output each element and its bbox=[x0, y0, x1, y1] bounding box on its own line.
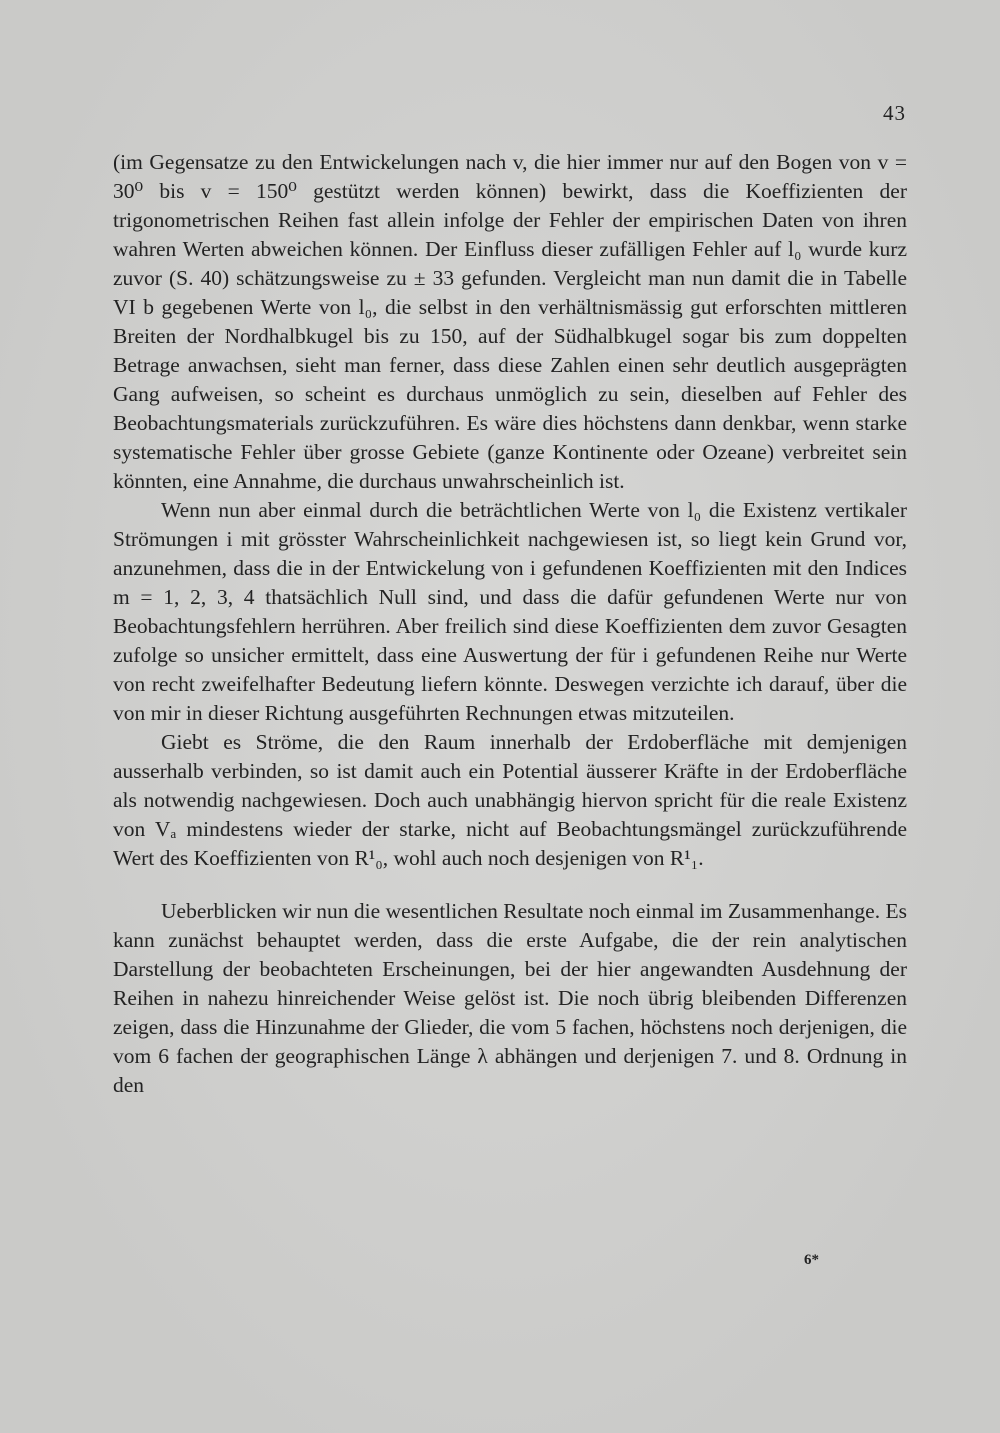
paragraph-4: Ueberblicken wir nun die wesentlichen Resultate noch einmal im Zusammenhange. Es kann zunächst behauptet werden, dass die erste Aufgabe, die der rein analytischen Darstellung der beobachteten Erscheinungen, bei der hier angewandten Ausdehnung der Reihen in nahezu hinreichender Weise gelöst ist. Die noch übrig bleibenden Differenzen zeigen, dass die Hinzunahme der Glieder, die vom 5 fachen, höchstens noch derjenigen, die vom 6 fachen der geographischen Länge λ abhängen und derjenigen 7. und 8. Ordnung in den bbox=[113, 899, 907, 1097]
paragraph-2: Wenn nun aber einmal durch die beträchtlichen Werte von l₀ die Existenz vertikaler Strömungen i mit grösster Wahrscheinlichkeit nachgewiesen ist, so liegt kein Grund vor, anzunehmen, dass die in der Entwickelung von i gefundenen Koeffizienten mit den Indices m = 1, 2, 3, 4 thatsächlich Null sind, und dass die dafür gefundenen Werte nur von Beobachtungsfehlern herrühren. Aber freilich sind diese Koeffizienten dem zuvor Gesagten zufolge so unsicher ermittelt, dass eine Auswertung der für i gefundenen Reihe nur Werte von recht zweifelhafter Bedeutung liefern könnte. Deswegen verzichte ich darauf, über die von mir in dieser Richtung ausgeführten Rechnungen etwas mitzuteilen. bbox=[113, 498, 907, 725]
paragraph-3: Giebt es Ströme, die den Raum innerhalb der Erdoberfläche mit demjenigen ausserhalb verbinden, so ist damit auch ein Potential äusserer Kräfte in der Erdoberfläche als notwendig nachgewiesen. Doch auch unabhängig hiervon spricht für die reale Existenz von Vₐ mindestens wieder der starke, nicht auf Beobachtungsmängel zurückzuführende Wert des Koeffizienten von R¹₀, wohl auch noch desjenigen von R¹₁. bbox=[113, 730, 907, 870]
paragraph-1: (im Gegensatze zu den Entwickelungen nach v, die hier immer nur auf den Bogen von v = 30⁰ bis v = 150⁰ gestützt werden können) bewirkt, dass die Koeffizienten der trigonometrischen Reihen fast allein infolge der Fehler der empirischen Daten von ihren wahren Werten abweichen können. Der Einfluss dieser zufälligen Fehler auf l₀ wurde kurz zuvor (S. 40) schätzungsweise zu ± 33 gefunden. Vergleicht man nun damit die in Tabelle VI b gegebenen Werte von l₀, die selbst in den verhältnismässig gut erforschten mittleren Breiten der Nordhalbkugel bis zu 150, auf der Südhalbkugel sogar bis zum doppelten Betrage anwachsen, sieht man ferner, dass diese Zahlen einen sehr deutlich ausgeprägten Gang aufweisen, so scheint es durchaus unmöglich zu sein, dieselben auf Fehler des Beobachtungsmaterials zurückzuführen. Es wäre dies höchstens dann denkbar, wenn starke systematische Fehler über grosse Gebiete (ganze Kontinente oder Ozeane) verbreitet sein könnten, eine Annahme, die durchaus unwahrscheinlich ist. bbox=[113, 150, 907, 493]
body-text bbox=[113, 148, 907, 1100]
page-number: 43 bbox=[883, 101, 906, 125]
sheet-signature: 6* bbox=[804, 1252, 819, 1268]
